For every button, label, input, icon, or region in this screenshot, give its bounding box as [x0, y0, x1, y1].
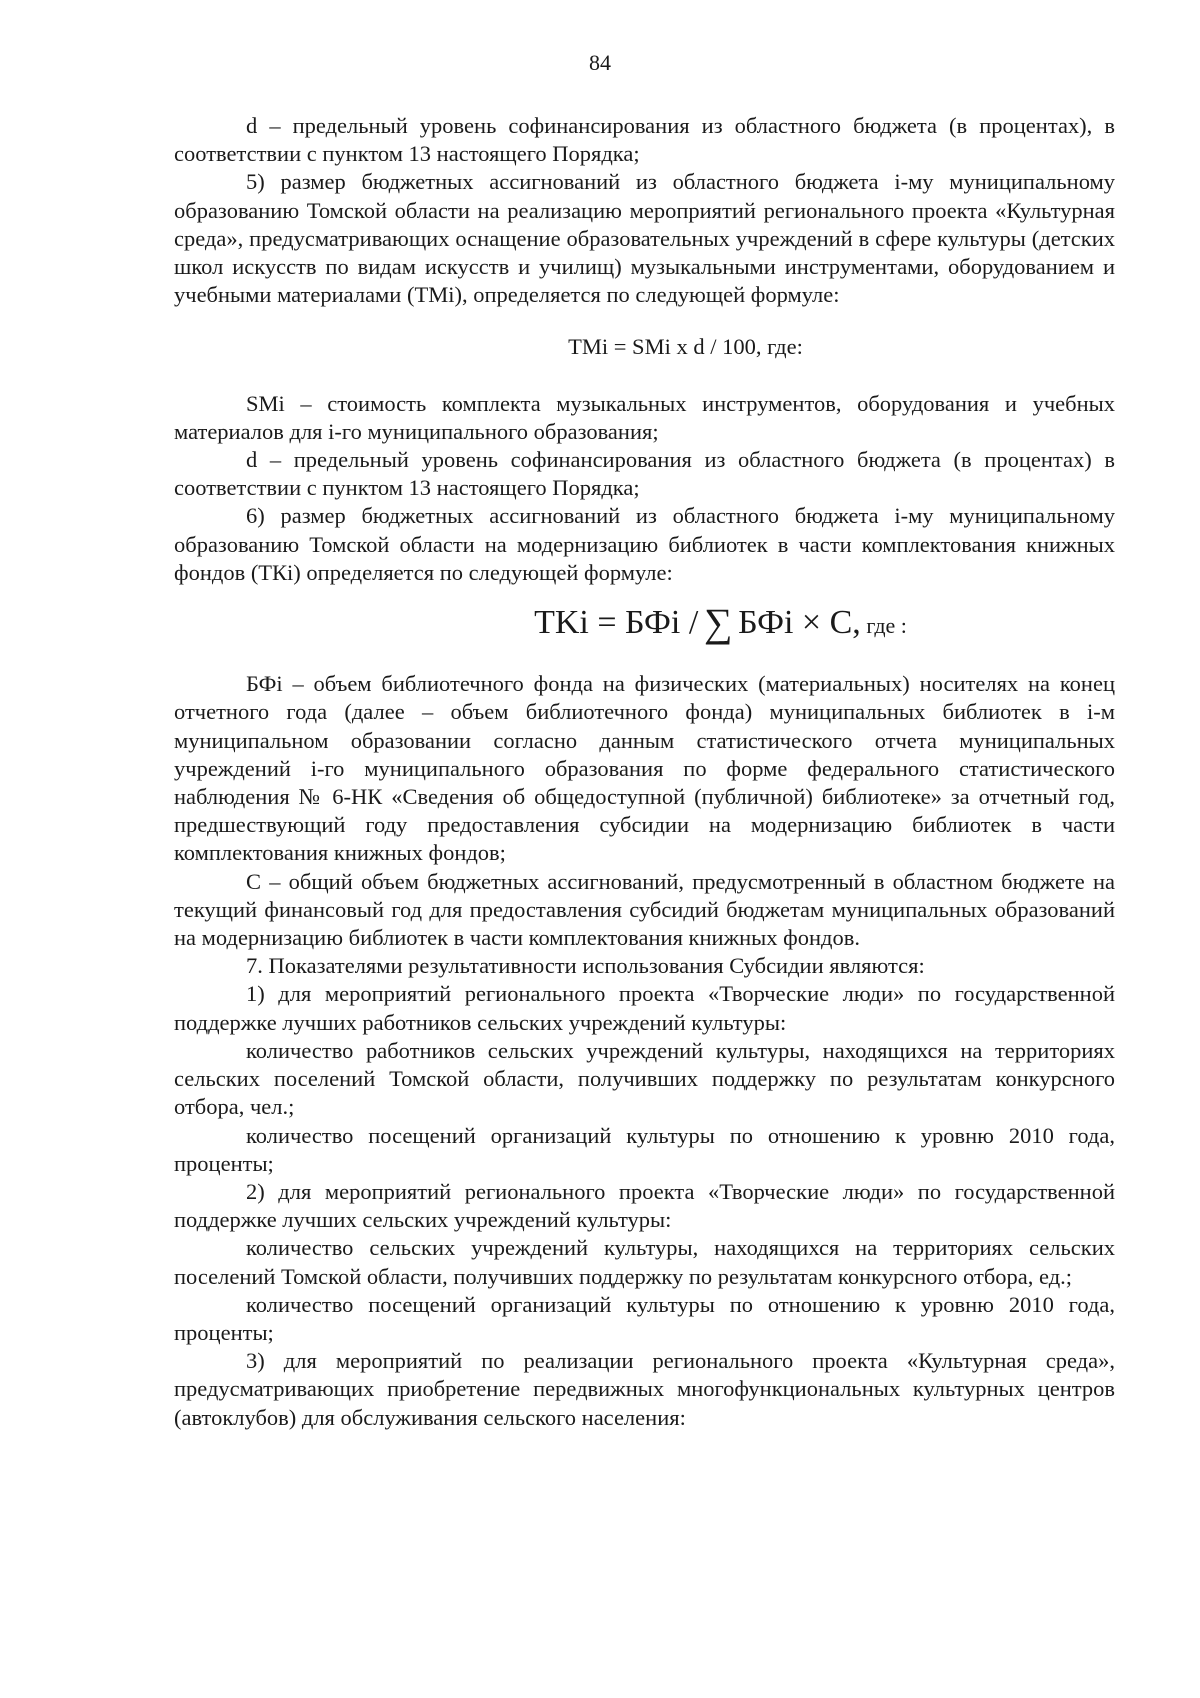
document-body	[174, 112, 1115, 1432]
paragraph-d-definition-2: d – предельный уровень софинансирования из областного бюджета (в процентах) в соответствии с пунктом 13 настоящего Порядка;	[174, 447, 1115, 501]
formula-tki-where: где :	[866, 613, 907, 639]
formula-tki-left: TKi = БФi /	[534, 604, 699, 642]
paragraph-item-5: 5) размер бюджетных ассигнований из областного бюджета i-му муниципальному образованию Томской области на реализацию мероприятий регионального проекта «Культурная среда», предусматривающих оснащение образовательных учреждений в сфере культуры (детских школ искусств по видам искусств и училищ) музыкальными инструментами, оборудованием и учебными материалами (TMi), определяется по следующей формуле:	[174, 169, 1115, 308]
paragraph-7-1-a: количество работников сельских учреждений культуры, находящихся на территориях сельских поселений Томской области, получивших поддержку по результатам конкурсного отбора, чел.;	[174, 1037, 1115, 1120]
paragraph-7-2: 2) для мероприятий регионального проекта «Творческие люди» по государственной поддержке лучших сельских учреждений культуры:	[174, 1178, 1115, 1233]
paragraph-bfi-definition: БФi – объем библиотечного фонда на физических (материальных) носителях на конец отчетного года (далее – объем библиотечного фонда) муниципальных библиотек в i-м муниципальном образовании согласно данным статистического отчета муниципальных учреждений i-го муниципального образования по форме федерального статистического наблюдения № 6-НК «Сведения об общедоступной (публичной) библиотеке» за отчетный год, предшествующий году предоставления субсидии на модернизацию библиотек в части комплектования книжных фондов;	[174, 671, 1115, 866]
paragraph-7-1-b: количество посещений организаций культуры по отношению к уровню 2010 года, проценты;	[174, 1122, 1115, 1176]
paragraph-7-3: 3) для мероприятий по реализации регионального проекта «Культурная среда», предусматривающих приобретение передвижных многофункциональных культурных центров (автоклубов) для обслуживания сельского населения:	[174, 1348, 1115, 1430]
page-number: 84	[589, 50, 611, 75]
paragraph-item-6: 6) размер бюджетных ассигнований из областного бюджета i-му муниципальному образованию Томской области на модернизацию библиотек в части комплектования книжных фондов (ТКi) определяется по следующей формуле:	[174, 503, 1115, 585]
formula-tmi: TMi = SMi x d / 100, где:	[568, 334, 803, 360]
formula-tki-right: БФi × C,	[738, 604, 861, 642]
paragraph-c-definition: С – общий объем бюджетных ассигнований, предусмотренный в областном бюджете на текущий финансовый год для предоставления субсидий бюджетам муниципальных образований на модернизацию библиотек в части комплектования книжных фондов.	[174, 868, 1115, 951]
paragraph-7-1: 1) для мероприятий регионального проекта «Творческие люди» по государственной поддержке лучших работников сельских учреждений культуры:	[174, 981, 1115, 1035]
paragraph-item-7: 7. Показателями результативности использования Субсидии являются:	[246, 953, 925, 979]
paragraph-smi-definition: SMi – стоимость комплекта музыкальных инструментов, оборудования и учебных материалов для i-го муниципального образования;	[174, 390, 1115, 444]
paragraph-7-2-a: количество сельских учреждений культуры, находящихся на территориях сельских поселений Томской области, получивших поддержку по результатам конкурсного отбора, ед.;	[174, 1235, 1115, 1289]
paragraph-7-2-b: количество посещений организаций культуры по отношению к уровню 2010 года, проценты;	[174, 1291, 1115, 1345]
paragraph-d-definition: d – предельный уровень софинансирования из областного бюджета (в процентах), в соответствии с пунктом 13 настоящего Порядка;	[174, 113, 1115, 167]
sum-symbol: ∑	[703, 600, 733, 646]
formula-tki	[174, 600, 1115, 646]
